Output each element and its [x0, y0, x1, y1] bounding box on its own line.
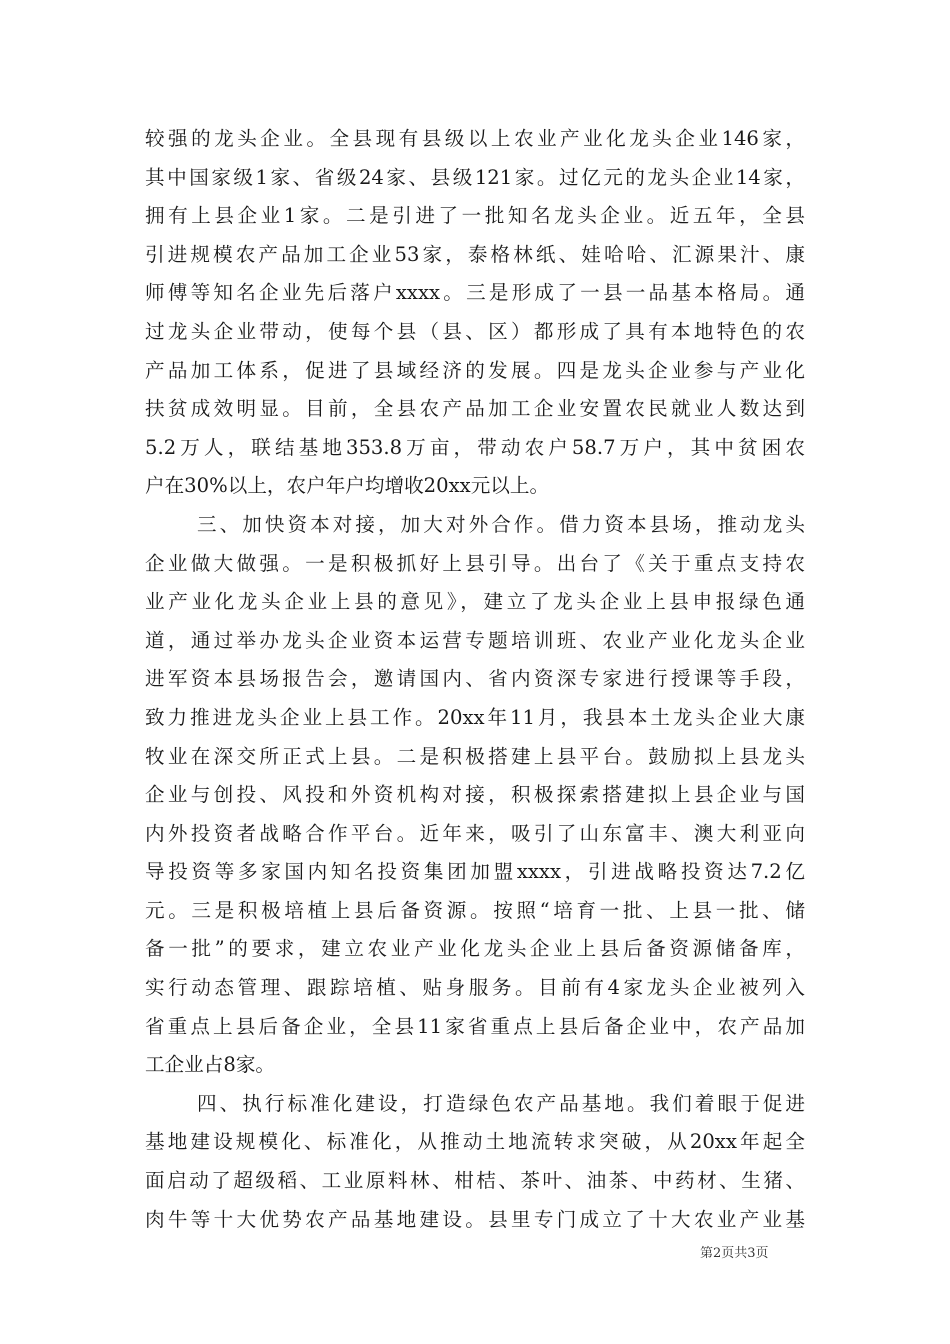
text-line: 导投资等多家国内知名投资集团加盟xxxx，引进战略投资达7.2亿: [145, 860, 805, 884]
text-line: 面启动了超级稻、工业原料林、柑桔、茶叶、油茶、中药材、生猪、: [145, 1169, 805, 1193]
text-line: 牧业在深交所正式上县。二是积极搭建上县平台。鼓励拟上县龙头: [145, 744, 805, 768]
text-line: 肉牛等十大优势农产品基地建设。县里专门成立了十大农业产业基: [145, 1207, 805, 1231]
text-line: 业产业化龙头企业上县的意见》，建立了龙头企业上县申报绿色通: [145, 590, 805, 614]
text-line: 工企业占8家。: [145, 1053, 276, 1077]
text-line: 较强的龙头企业。全县现有县级以上农业产业化龙头企业146家，: [145, 127, 805, 150]
text-line: 引进规模农产品加工企业53家，泰格林纸、娃哈哈、汇源果汁、康: [145, 242, 805, 266]
text-line: 省重点上县后备企业，全县11家省重点上县后备企业中，农产品加: [145, 1014, 805, 1038]
text-line: 师傅等知名企业先后落户xxxx。三是形成了一县一品基本格局。通: [145, 281, 805, 305]
text-line: 备一批”的要求，建立农业产业化龙头企业上县后备资源储备库，: [145, 937, 805, 961]
paragraph-heading-line: 四、执行标准化建设，打造绿色农产品基地。我们着眼于促进: [197, 1091, 805, 1115]
text-line: 致力推进龙头企业上县工作。20xx年11月，我县本土龙头企业大康: [145, 705, 805, 729]
text-line: 过龙头企业带动，使每个县（县、区）都形成了具有本地特色的农: [145, 319, 805, 343]
paragraph-heading-line: 三、加快资本对接，加大对外合作。借力资本县场，推动龙头: [197, 512, 805, 536]
text-line: 5.2万人，联结基地353.8万亩，带动农户58.7万户，其中贫困农: [145, 435, 805, 459]
text-line: 其中国家级1家、省级24家、县级121家。过亿元的龙头企业14家，: [145, 165, 805, 189]
page-number: 第2页共3页: [700, 1246, 769, 1261]
text-line: 户在30%以上，农户年户均增收20xx元以上。: [145, 474, 550, 498]
text-line: 进军资本县场报告会，邀请国内、省内资深专家进行授课等手段，: [145, 667, 805, 691]
text-line: 扶贫成效明显。目前，全县农产品加工企业安置农民就业人数达到: [145, 397, 805, 421]
text-line: 实行动态管理、跟踪培植、贴身服务。目前有4家龙头企业被列入: [145, 976, 805, 1000]
text-line: 产品加工体系，促进了县域经济的发展。四是龙头企业参与产业化: [145, 358, 805, 382]
text-line: 道，通过举办龙头企业资本运营专题培训班、农业产业化龙头企业: [145, 628, 805, 652]
body-text: [145, 120, 805, 1239]
text-line: 元。三是积极培植上县后备资源。按照“培育一批、上县一批、储: [145, 898, 805, 922]
text-line: 企业做大做强。一是积极抓好上县引导。出台了《关于重点支持农: [145, 551, 805, 575]
text-line: 内外投资者战略合作平台。近年来，吸引了山东富丰、澳大利亚向: [145, 821, 805, 845]
text-line: 基地建设规模化、标准化，从推动土地流转求突破，从20xx年起全: [145, 1130, 805, 1154]
text-line: 拥有上县企业1家。二是引进了一批知名龙头企业。近五年，全县: [145, 204, 805, 228]
text-line: 企业与创投、风投和外资机构对接，积极探索搭建拟上县企业与国: [145, 783, 805, 807]
